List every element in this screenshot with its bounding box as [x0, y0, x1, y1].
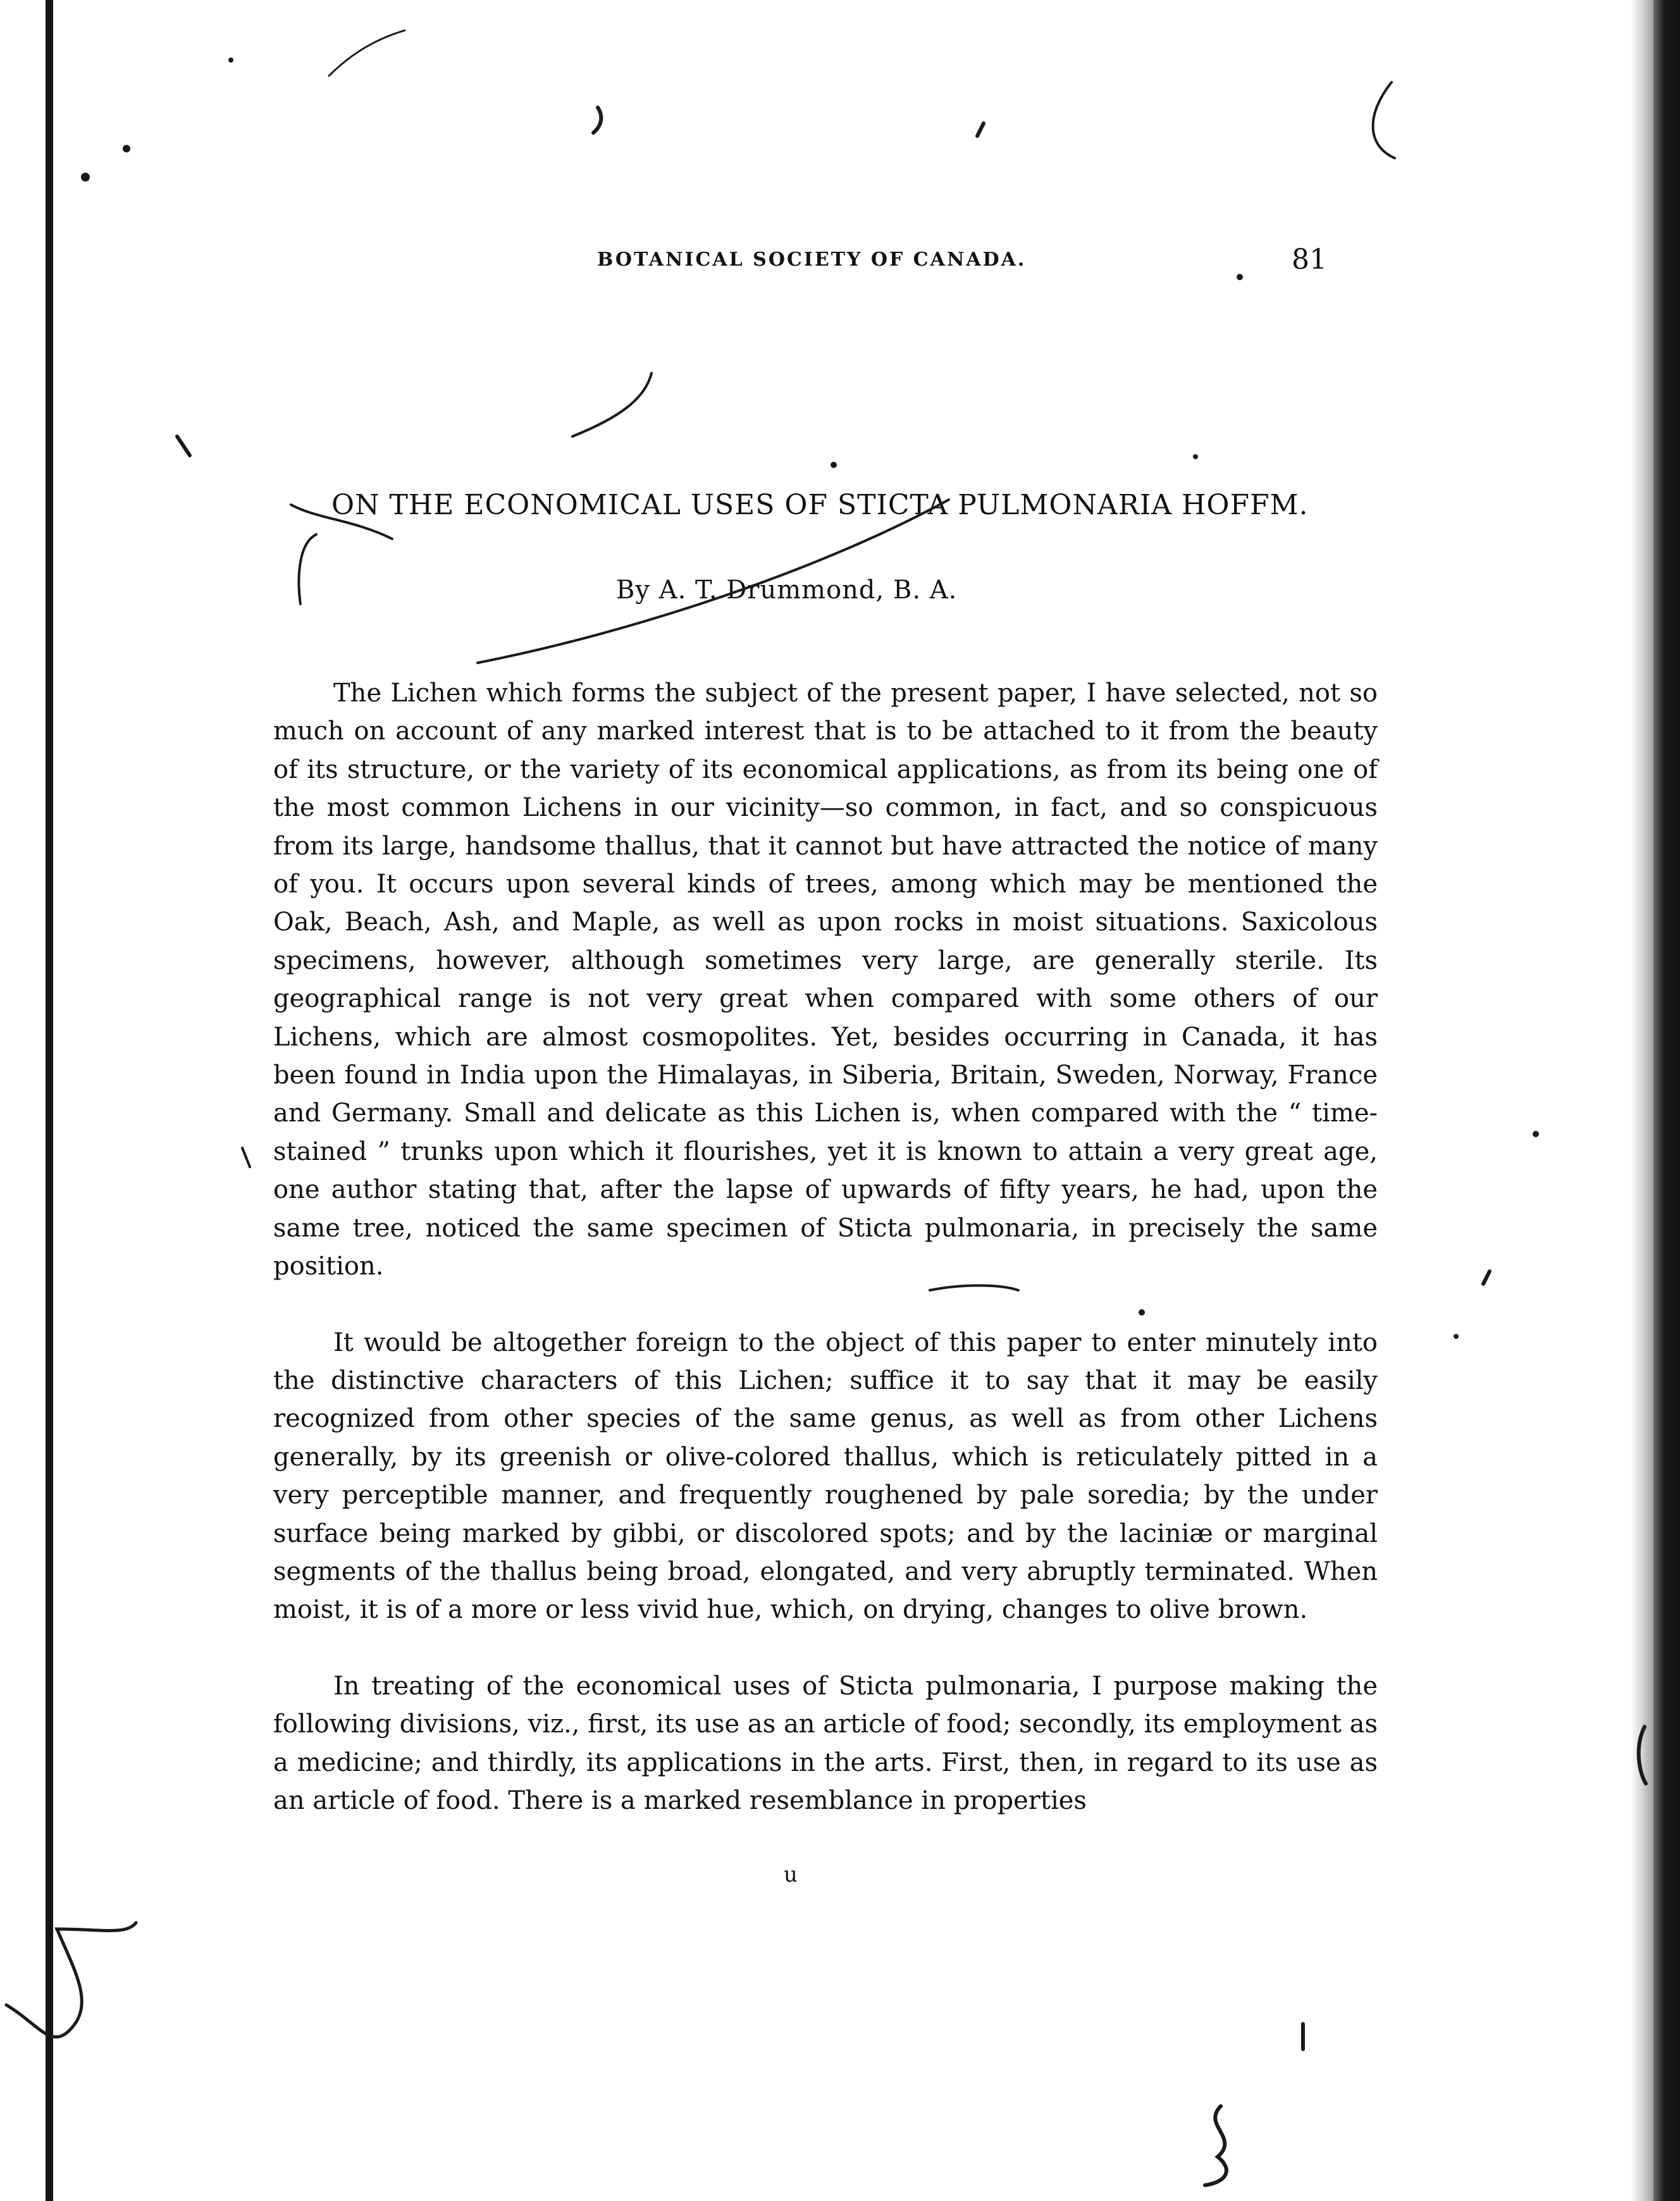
- document-page: [54, 0, 1604, 2201]
- page-number: 81: [1292, 244, 1327, 276]
- left-page-margin: [0, 0, 44, 2201]
- paragraph-1: The Lichen which forms the subject of the present paper, I have selected, not so much on account of any marked interest that is to be attached to it from the beauty of its structure, or the variety of its economical applications, as from its being one of the most common Lichens in our vicinity—so common, in fact, and so conspicuous from its large, handsome thallus, that it cannot but have attracted the notice of many of you. It occurs upon several kinds of trees, among which may be mentioned the Oak, Beach, Ash, and Maple, as well as upon rocks in moist situations. Saxicolous specimens, however, although sometimes very large, are generally sterile. Its geographical range is not very great when compared with some others of our Lichens, which are almost cosmopolites. Yet, besides occurring in Canada, it has been found in India upon the Himalayas, in Siberia, Britain, Sweden, Norway, France and Germany. Small and delicate as this Lichen is, when compared with the “ time-stained ” trunks upon which it flourishes, yet it is known to attain a very great age, one author stating that, after the lapse of upwards of fifty years, he had, upon the same tree, noticed the same specimen of Sticta pulmonaria, in precisely the same position.: [273, 679, 1378, 1281]
- article-body: [273, 674, 1378, 1858]
- binding-edge: [46, 0, 53, 2201]
- signature-mark: u: [784, 1862, 798, 1887]
- right-page-edge: [1653, 0, 1680, 2201]
- paragraph-3: In treating of the economical uses of Sticta pulmonaria, I purpose making the following divisions, viz., first, its use as an article of food; secondly, its employment as a medicine; and thirdly, its applications in the arts. First, then, in regard to its use as an article of food. There is a marked resemblance in properties: [273, 1671, 1378, 1815]
- page-curl-shadow: [1631, 0, 1653, 2201]
- running-head: [54, 244, 1604, 281]
- article-title: ON THE ECONOMICAL USES OF STICTA PULMONARIA HOFFM.: [331, 489, 1309, 521]
- running-title: BOTANICAL SOCIETY OF CANADA.: [597, 249, 1027, 271]
- paragraph-2: It would be altogether foreign to the object of this paper to enter minutely into the distinctive characters of this Lichen; suffice it to say that it may be easily recognized from other species of the same genus, as well as from other Lichens generally, by its greenish or olive-colored thallus, which is reticulately pitted in a very perceptible manner, and frequently roughened by pale soredia; by the under surface being marked by gibbi, or discolored spots; and by the laciniæ or marginal segments of the thallus being broad, elongated, and very abruptly terminated. When moist, it is of a more or less vivid hue, which, on drying, changes to olive brown.: [273, 1328, 1378, 1625]
- article-byline: By A. T. Drummond, B. A.: [616, 576, 958, 605]
